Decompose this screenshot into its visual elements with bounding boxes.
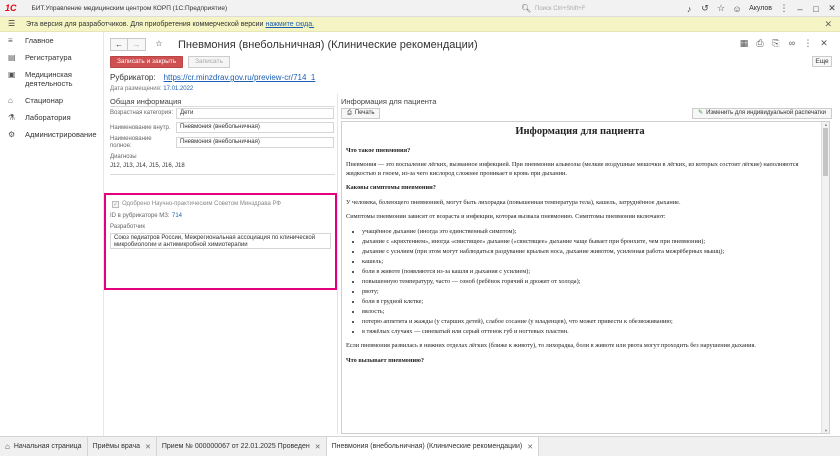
diagnoses-label: Диагнозы xyxy=(110,154,137,160)
list-item: • боли в грудной клетке; xyxy=(362,298,814,307)
bell-icon[interactable]: ♪ xyxy=(686,3,692,14)
sidebar-item-registry[interactable] xyxy=(0,49,103,66)
home-icon: ⌂ xyxy=(5,442,10,451)
rubricator-label: Рубрикатор: xyxy=(110,73,156,82)
doc-paragraph: Если пневмония развилась в нижних отделах лёгких (ближе к животу), то лихорадка, боли в животе или рвота могут проходить без нарушения дыхания. xyxy=(346,342,756,349)
report-icon[interactable]: ▦ xyxy=(739,38,749,48)
list-item: • дыхание с «кряхтением», иногда «свистящее» дыхание («свистящее» дыхание чаще бывает при бронхите, чем при пневмонии); xyxy=(362,238,814,247)
tab-pneumonia[interactable] xyxy=(327,437,540,456)
pub-date-value: 17.01.2022 xyxy=(163,86,194,92)
patient-info-document[interactable] xyxy=(341,121,830,434)
list-item: • повышенную температуру, часто — озноб (ребёнок горячий и дрожит от холода); xyxy=(362,278,814,287)
book-icon: ▤ xyxy=(8,53,16,62)
print-icon: ⎙ xyxy=(347,110,352,116)
close-icon[interactable]: ✕ xyxy=(828,3,836,13)
menu-icon: ≡ xyxy=(8,36,13,45)
rubricator-link[interactable]: https://cr.minzdrav.gov.ru/preview-cr/714_1 xyxy=(163,73,316,82)
publication-date xyxy=(110,86,193,92)
pub-date-label: Дата размещения: xyxy=(110,86,162,92)
sidebar-item-label: Главное xyxy=(25,36,54,45)
column-divider xyxy=(337,94,338,434)
more-button[interactable]: Еще xyxy=(812,56,832,67)
forward-button[interactable]: → xyxy=(128,38,146,51)
search-icon: 🔍︎ xyxy=(521,3,532,13)
search-input[interactable]: Поиск Ctrl+Shift+F xyxy=(535,5,586,12)
list-item: • потерю аппетита и жажды (у старших детей), слабое сосание (у младенцев), что может привести к обезвоживанию; xyxy=(362,318,814,327)
print-button[interactable] xyxy=(341,108,380,119)
approved-label: Одобрено Научно-практическим Советом Минздрава РФ xyxy=(122,201,281,207)
symptom-list xyxy=(362,228,814,337)
doc-paragraph: Пневмония — это воспаление лёгких, вызванное инфекцией. При пневмонии альвеолы (мелкие воздушные мешочки в лёгких, из которых состоит лёгкие) наполняются жидкостью и гноем, из-за чего кислород сложнее проникает в кровь при дыхании. xyxy=(346,161,799,177)
more-icon[interactable]: ⋮ xyxy=(803,38,813,48)
scroll-down-icon[interactable]: ▼ xyxy=(824,428,828,433)
scrollbar-thumb[interactable] xyxy=(823,128,828,176)
list-item: • учащённое дыхание (иногда это единственный симптом); xyxy=(362,228,814,237)
medical-icon: ▣ xyxy=(8,70,16,79)
sidebar-item-label: Стационар xyxy=(25,96,64,105)
minimize-icon[interactable]: – xyxy=(797,3,803,14)
tab-label: Начальная страница xyxy=(13,443,82,450)
doc-heading: Каковы симптомы пневмонии? xyxy=(346,184,436,191)
developer-field[interactable]: Союз педиатров России, Межрегиональная ассоциация по клинической микробиологии и антимикробной химиотерапии xyxy=(110,233,331,249)
back-button[interactable]: ← xyxy=(110,38,128,51)
sidebar-item-label: Регистратура xyxy=(25,53,72,62)
id-label: ID в рубрикаторе МЗ: xyxy=(110,213,170,219)
link-icon[interactable]: ∞ xyxy=(788,38,796,48)
age-field[interactable]: Дети xyxy=(176,108,334,119)
developer-label: Разработчик xyxy=(110,224,145,230)
user-icon[interactable]: ☺ xyxy=(732,3,742,14)
window-titlebar xyxy=(0,0,840,17)
sidebar-item-medical[interactable] xyxy=(0,66,103,92)
infobar-text: Эта версия для разработчиков. Для приобретения коммерческой версии xyxy=(26,20,264,28)
tab-doctor-appointments[interactable] xyxy=(88,437,157,456)
divider xyxy=(110,174,335,175)
info-icon: ☰ xyxy=(8,19,16,28)
change-label: Изменить для индивидуальной распечатки xyxy=(706,110,826,116)
list-item: • боли в животе (появляются из-за кашля и дыхания с усилием); xyxy=(362,268,814,277)
print-label: Печать xyxy=(354,110,375,116)
lab-icon: ⚗ xyxy=(8,113,16,122)
name-full-field[interactable]: Пневмония (внебольничная) xyxy=(176,137,334,148)
tab-appointment[interactable] xyxy=(157,437,327,456)
scroll-up-icon[interactable]: ▲ xyxy=(824,122,828,127)
page-title: Пневмония (внебольничная) (Клинические рекомендации) xyxy=(178,38,478,51)
sidebar-item-admin[interactable] xyxy=(0,126,103,143)
tab-home[interactable] xyxy=(0,437,88,456)
app-logo: 1С xyxy=(5,3,17,13)
divider xyxy=(110,106,335,107)
infobar-link[interactable]: нажмите сюда. xyxy=(265,20,315,28)
change-for-print-button[interactable] xyxy=(692,108,832,119)
close-icon[interactable]: ✕ xyxy=(824,19,832,29)
bed-icon: ⌂ xyxy=(8,96,13,105)
sidebar-item-hospital[interactable] xyxy=(0,92,103,109)
doc-title: Информация для пациента xyxy=(515,126,645,137)
list-item: • рвоту; xyxy=(362,288,814,297)
form-content xyxy=(104,32,840,436)
tab-label: Пневмония (внебольничная) (Клинические рекомендации) xyxy=(331,443,523,450)
list-item: • в тяжёлых случаях — синеватый или серый оттенок губ и ногтевых пластин. xyxy=(362,328,814,337)
global-search[interactable] xyxy=(521,3,641,14)
sidebar-item-lab[interactable] xyxy=(0,109,103,126)
age-label: Возрастная категория: xyxy=(110,110,173,116)
name-full-label: Наименование полное: xyxy=(110,136,152,149)
edit-icon: ✎ xyxy=(698,110,704,116)
general-info-title: Общая информация xyxy=(110,97,182,106)
close-icon[interactable]: ✕ xyxy=(820,38,828,48)
sidebar-item-main[interactable] xyxy=(0,32,103,49)
gear-icon: ⚙ xyxy=(8,130,16,139)
star-icon[interactable]: ☆ xyxy=(717,3,726,13)
list-item: • вялость; xyxy=(362,308,814,317)
attach-icon[interactable]: ⎘ xyxy=(772,38,780,48)
diagnoses-value: J12, J13, J14, J15, J16, J18 xyxy=(110,163,185,169)
list-item: • дыхание с усилием (при этом могут наблюдаться раздувание крыльев носа, дыхание животом, усиленная работа межрёберных мышц); xyxy=(362,248,814,257)
close-icon[interactable]: ✕ xyxy=(314,443,321,451)
sidebar xyxy=(0,32,104,436)
sidebar-item-label: Медицинская деятельность xyxy=(25,70,73,88)
sidebar-item-label: Лаборатория xyxy=(25,113,71,122)
history-icon[interactable]: ↺ xyxy=(701,3,709,13)
restore-icon[interactable]: □ xyxy=(813,3,819,14)
id-value[interactable]: 714 xyxy=(172,213,183,219)
save-button[interactable]: Записать xyxy=(188,56,230,68)
doc-heading: Что такое пневмония? xyxy=(346,146,411,154)
doc-heading: Что вызывает пневмонию? xyxy=(346,356,425,364)
tab-label: Прием № 000000067 от 22.01.2025 Проведен xyxy=(161,443,310,450)
save-close-button[interactable]: Записать и закрыть xyxy=(110,56,183,68)
print-icon[interactable]: ⎙ xyxy=(756,38,764,48)
vertical-scrollbar[interactable] xyxy=(821,122,829,433)
app-title: БИТ.Управление медицинским центром КОРП (1С:Предприятие) xyxy=(31,4,228,12)
open-windows-bar xyxy=(0,436,840,456)
favorite-button[interactable]: ☆ xyxy=(155,39,163,48)
doc-paragraph: Симптомы пневмонии зависят от возраста и инфекции, которая вызвала пневмонию. Симптомы пневмонии включают: xyxy=(346,213,666,220)
name-short-field[interactable]: Пневмония (внебольничная) xyxy=(176,122,334,133)
patient-info-title: Информация для пациента xyxy=(341,97,437,106)
name-short-label: Наименование внутр. xyxy=(110,125,171,131)
more-icon[interactable]: ⋮ xyxy=(779,3,789,13)
user-name[interactable]: Акулов xyxy=(749,5,772,12)
close-icon[interactable]: ✕ xyxy=(145,443,151,451)
developer-version-bar xyxy=(0,17,840,32)
tab-label: Приёмы врача xyxy=(92,443,140,450)
close-icon[interactable]: ✕ xyxy=(527,443,534,451)
doc-paragraph: У человека, болеющего пневмонией, могут быть лихорадка (повышенная температура тела), кашель, затруднённое дыхание. xyxy=(346,198,681,206)
sidebar-item-label: Администрирование xyxy=(25,130,97,139)
list-item: • кашель; xyxy=(362,258,814,267)
approved-checkbox[interactable]: ✓ xyxy=(113,202,118,208)
